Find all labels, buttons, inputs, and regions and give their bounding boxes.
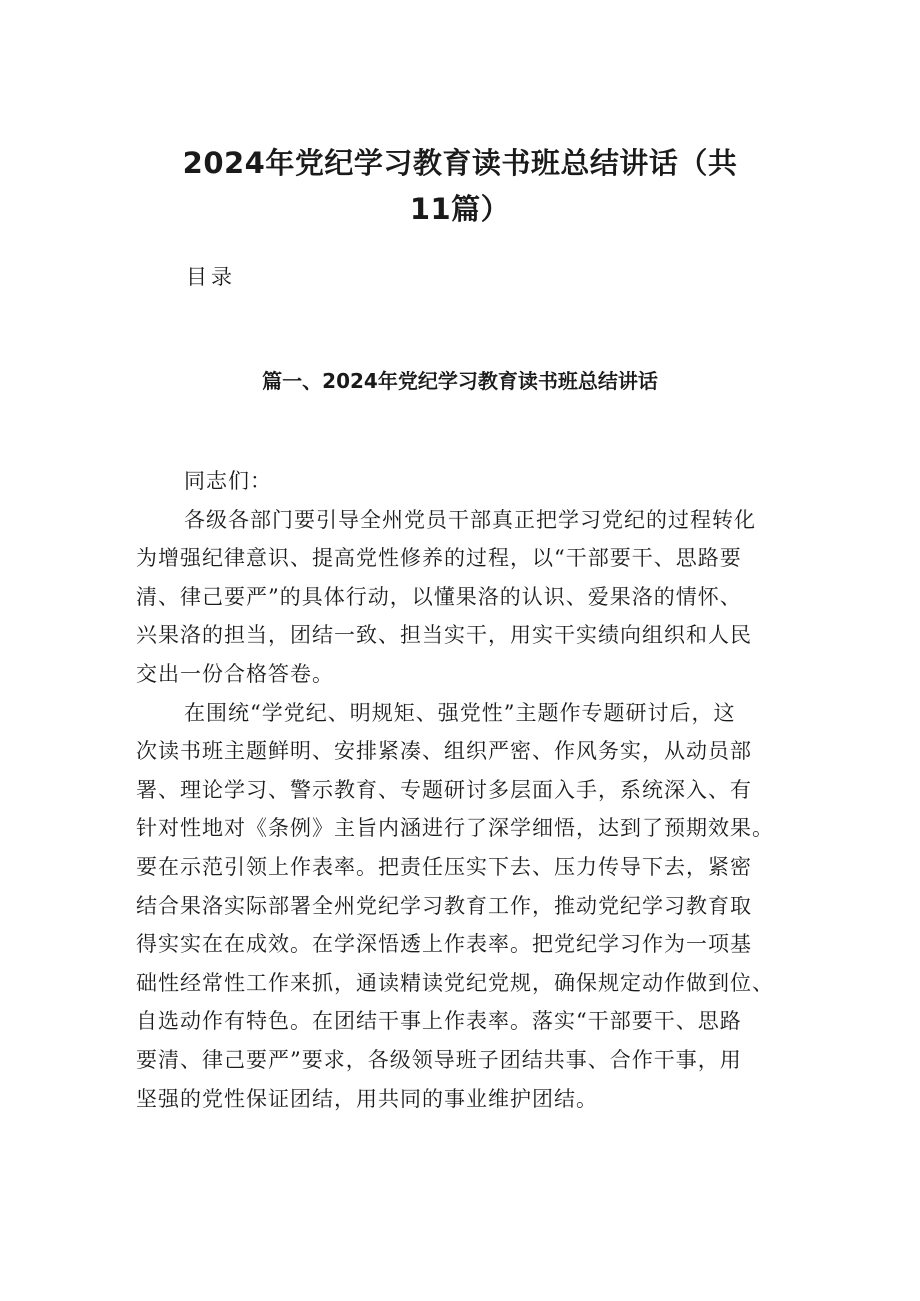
paragraph-line: 次读书班主题鲜明、安排紧凑、组织严密、作风务实，从动员部: [136, 739, 752, 764]
paragraph-line: 各级各部门要引导全州党员干部真正把学习党纪的过程转化: [184, 507, 756, 532]
paragraph-line: 得实实在在成效。在学深悟透上作表率。把党纪学习作为一项基: [136, 932, 752, 957]
paragraph-line: 针对性地对《条例》主旨内涵进行了深学细悟，达到了预期效果。: [136, 816, 774, 841]
paragraph-line: 要清、律己要严”要求，各级领导班子团结共事、合作干事，用: [136, 1047, 742, 1072]
paragraph-1: [136, 501, 798, 694]
paragraph-line: 要在示范引领上作表率。把责任压实下去、压力传导下去，紧密: [136, 854, 752, 879]
salutation: [136, 462, 798, 501]
paragraph-line: 交出一份合格答卷。: [136, 661, 334, 686]
paragraph-line: 自选动作有特色。在团结干事上作表率。落实“干部要干、思路: [136, 1009, 742, 1034]
document-title: [150, 140, 770, 232]
salutation-line: 同志们：: [184, 469, 272, 493]
paragraph-line: 础性经常性工作来抓，通读精读党纪党规，确保规定动作做到位、: [136, 970, 774, 995]
toc-label: 目录: [186, 265, 236, 289]
title-line-1: 2024年党纪学习教育读书班总结讲话（共: [182, 146, 738, 180]
section-heading: 篇一、2024年党纪学习教育读书班总结讲话: [262, 369, 658, 393]
paragraph-line: 结合果洛实际部署全州党纪学习教育工作，推动党纪学习教育取: [136, 893, 752, 918]
paragraph-2: [136, 694, 798, 1119]
paragraph-line: 清、律己要严”的具体行动，以懂果洛的认识、爱果洛的情怀、: [136, 584, 742, 609]
title-line-2: 11篇）: [409, 192, 511, 226]
body-text: [136, 462, 798, 1118]
paragraph-line: 坚强的党性保证团结，用共同的事业维护团结。: [136, 1086, 598, 1111]
paragraph-line: 在围统“学党纪、明规矩、强党性”主题作专题研讨后，这: [184, 700, 736, 725]
paragraph-line: 兴果洛的担当，团结一致、担当实干，用实干实绩向组织和人民: [136, 623, 752, 648]
paragraph-line: 署、理论学习、警示教育、专题研讨多层面入手，系统深入、有: [136, 777, 752, 802]
paragraph-line: 为增强纪律意识、提高党性修养的过程，以“干部要干、思路要: [136, 546, 742, 571]
